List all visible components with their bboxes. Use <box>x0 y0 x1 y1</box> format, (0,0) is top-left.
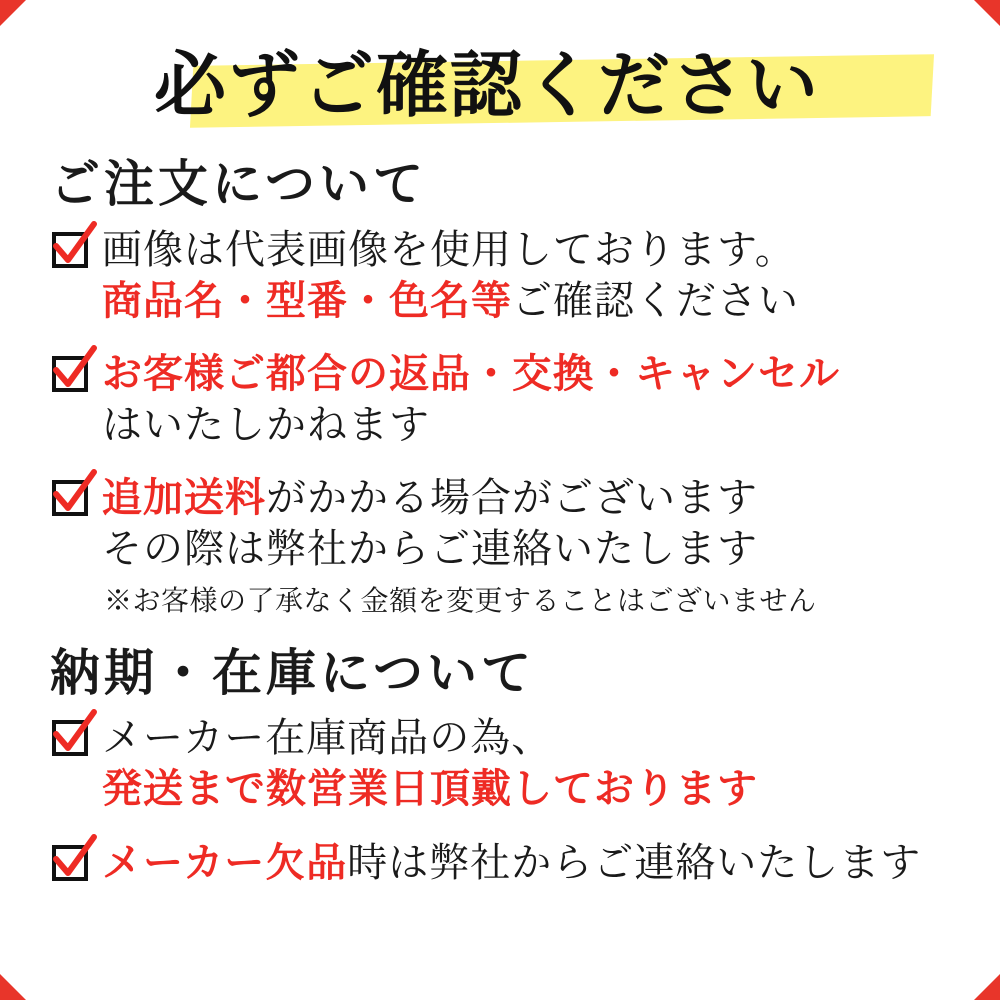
list-item-line: メーカー在庫商品の為、 <box>102 715 553 761</box>
checkbox-checked-icon <box>52 480 88 516</box>
checkbox-checked-icon <box>52 845 88 881</box>
headline-text: 必ずご確認ください <box>154 46 821 126</box>
list-item-line: 画像は代表画像を使用しております。 <box>102 226 796 272</box>
corner-wedge-bottom-right <box>974 974 1000 1000</box>
corner-wedge-top-left <box>0 0 26 26</box>
headline <box>154 34 956 138</box>
list-item-lines <box>102 837 956 888</box>
list-item-line-red: 追加送料 <box>102 475 266 521</box>
list-item-line-red: 商品名・型番・色名等 <box>102 277 512 323</box>
list-item-line: その際は弊社からご連絡いたします <box>102 526 758 572</box>
checkbox-checked-icon <box>52 232 88 268</box>
list-item-line <box>102 472 956 523</box>
list-item-lines <box>102 472 956 618</box>
list-item-line: お客様ご都合の返品・交換・キャンセル <box>102 350 840 396</box>
list-item-line-black: がかかる場合がございます <box>266 475 758 521</box>
corner-wedge-top-right <box>974 0 1000 26</box>
list-item-line <box>102 837 956 888</box>
list-item-lines <box>102 712 956 814</box>
section-title-delivery: 納期・在庫について <box>50 644 535 701</box>
list-item-line <box>102 275 956 326</box>
list-item <box>52 472 956 618</box>
section-title-orders: ご注文について <box>50 156 427 212</box>
list-item <box>52 224 956 326</box>
list-item-line-black: ご確認ください <box>512 277 799 323</box>
list-item <box>52 712 956 814</box>
list-item-lines <box>102 224 956 326</box>
list-item-line-black: 時は弊社からご連絡いたします <box>347 839 922 885</box>
list-item-line-red: メーカー欠品 <box>102 839 348 885</box>
corner-wedge-bottom-left <box>0 974 26 1000</box>
checkbox-checked-icon <box>52 720 88 756</box>
list-item-line: はいたしかねます <box>102 402 430 448</box>
list-item-line: 発送まで数営業日頂戴しております <box>102 766 758 812</box>
list-item <box>52 348 956 450</box>
list-item-lines <box>102 348 956 450</box>
list-item-note: ※お客様の了承なく金額を変更することはございません <box>104 585 817 617</box>
list-item <box>52 837 956 888</box>
checkbox-checked-icon <box>52 356 88 392</box>
